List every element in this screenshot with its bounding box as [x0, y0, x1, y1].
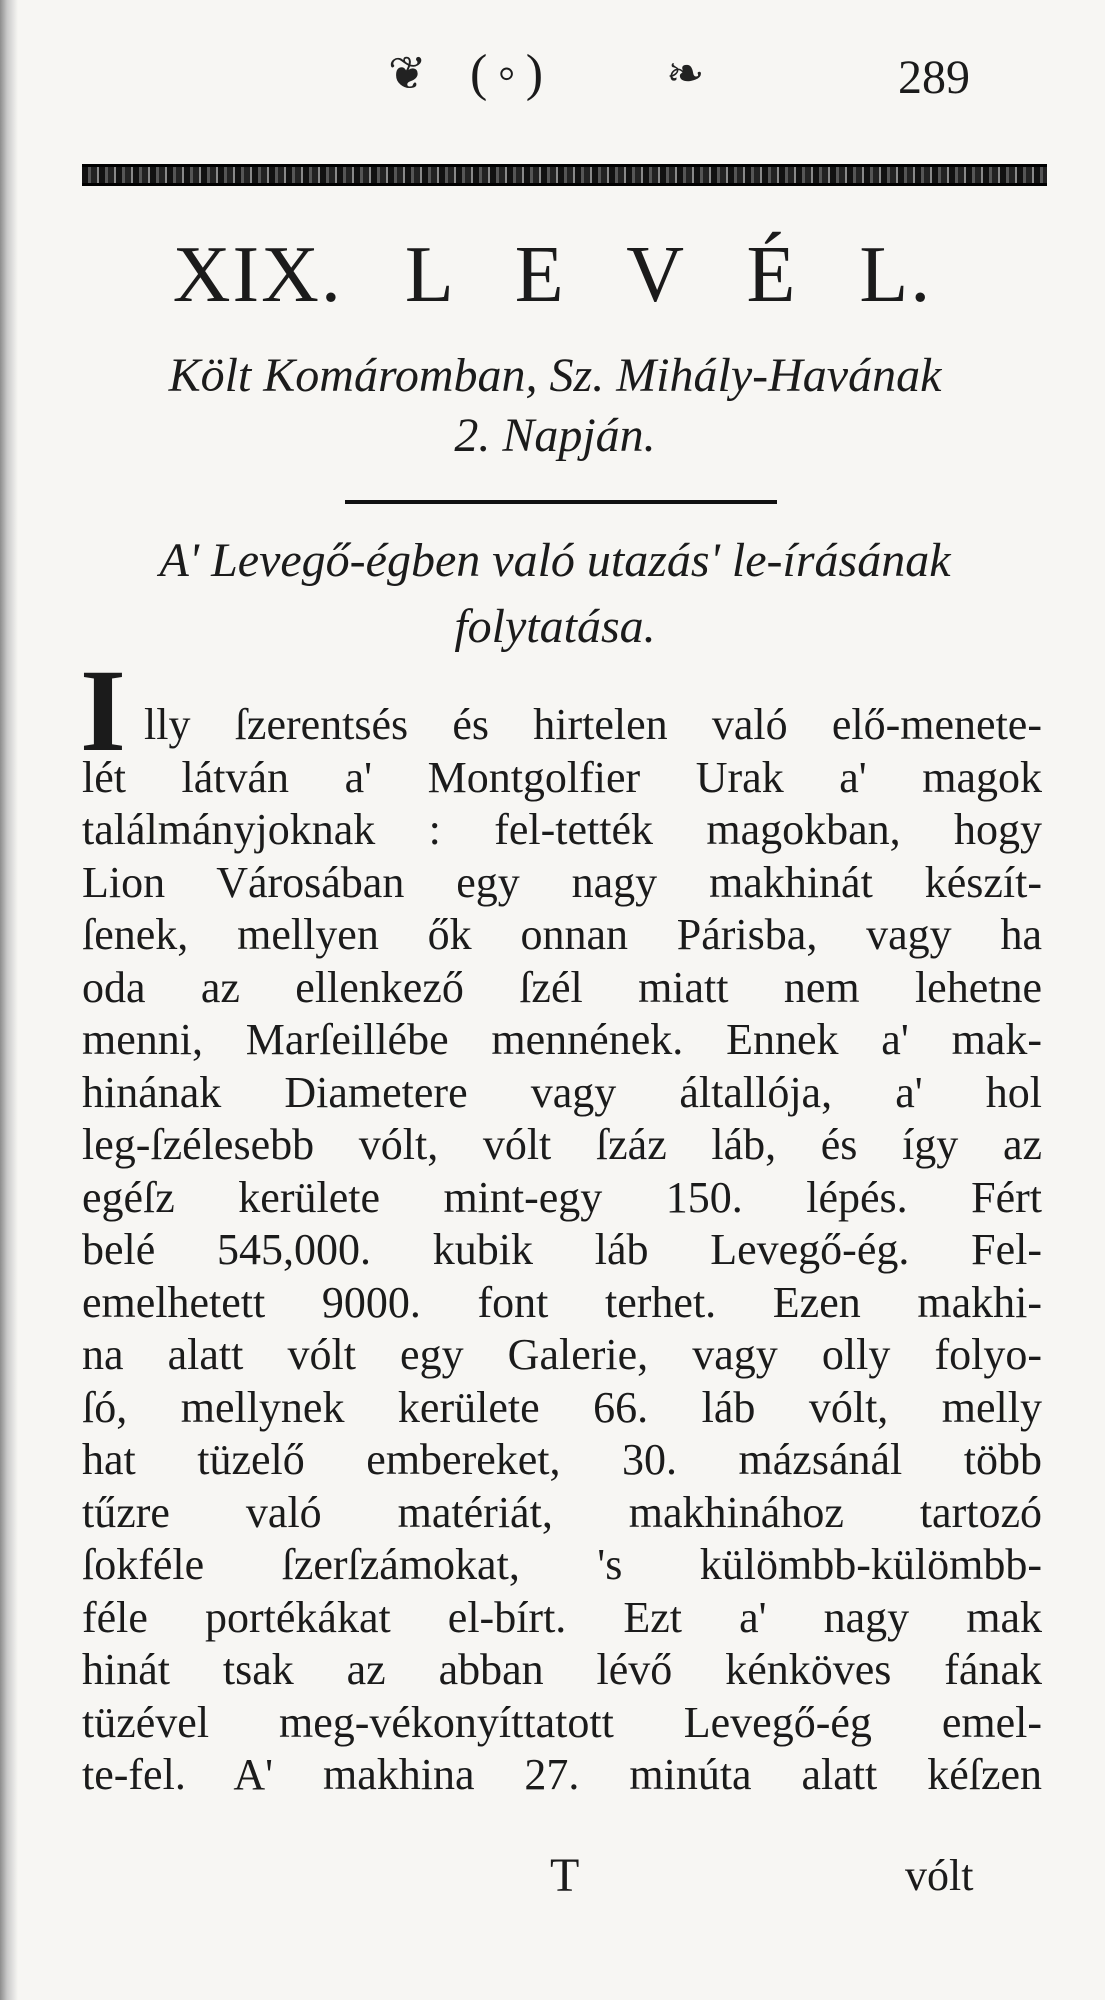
catchword: vólt	[905, 1851, 974, 1900]
dateline-line-1: Költ Komáromban, Sz. Mihály-Havának	[168, 349, 942, 402]
body-line: na alatt vólt egy Galerie, vagy olly folyo-	[82, 1330, 1042, 1379]
fleuron-left-icon: ❦	[388, 48, 427, 99]
page-number: 289	[898, 51, 970, 104]
letter-title: XIX. L E V É L.	[172, 231, 933, 319]
body-line: ſó, mellynek kerülete 66. láb vólt, melly	[82, 1382, 1042, 1432]
subtitle	[60, 528, 1050, 660]
body-line: tüzével meg-vékonyíttatott Levegő-ég emel-	[82, 1697, 1042, 1747]
body-line: Lion Városában egy nagy makhinát készít-	[82, 857, 1042, 907]
body-line: belé 545,000. kubik láb Levegő-ég. Fel-	[82, 1225, 1042, 1274]
body-line: találmányjoknak : fel-tették magokban, hogy	[82, 805, 1042, 854]
body-line: lly ſzerentsés és hirtelen való elő-menete-	[144, 700, 1042, 749]
body-line: tűzre való matériát, makhinához tartozó	[82, 1487, 1042, 1537]
body-line: egéſz kerülete mint-egy 150. lépés. Fért	[82, 1172, 1042, 1222]
body-line: ſenek, mellyen ők onnan Párisba, vagy ha	[82, 910, 1042, 959]
dateline	[60, 346, 1050, 466]
drop-capital: I	[80, 645, 126, 776]
header-marker: (◦)	[470, 45, 554, 102]
body-line: ſokféle ſzerſzámokat, 's külömbb-külömbb-	[82, 1540, 1042, 1589]
body-line: hinának Diametere vagy általlója, a' hol	[82, 1067, 1042, 1117]
body-line: hinát tsak az abban lévő kénköves fának	[82, 1645, 1042, 1694]
fleuron-right-icon: ❧	[666, 48, 705, 99]
dateline-line-2: 2. Napján.	[454, 409, 656, 462]
header-ornamental-rule	[82, 164, 1047, 186]
body-line: emelhetett 9000. font terhet. Ezen makhi-	[82, 1277, 1042, 1327]
body-line: féle portékákat el-bírt. Ezt a' nagy mak	[82, 1592, 1042, 1642]
body-line: menni, Marſeillébe mennének. Ennek a' mak-	[82, 1015, 1042, 1064]
body-line: oda az ellenkező ſzél miatt nem lehetne	[82, 962, 1042, 1012]
body-line: leg-ſzélesebb vólt, vólt ſzáz láb, és így az	[82, 1120, 1042, 1169]
subtitle-line-1: A' Levegő-égben való utazás' le-írásának	[159, 534, 951, 587]
body-line: hat tüzelő embereket, 30. mázsánál több	[82, 1435, 1042, 1484]
section-divider	[345, 500, 777, 504]
page-header	[0, 40, 1105, 130]
body-line: lét látván a' Montgolfier Urak a' magok	[82, 752, 1042, 802]
signature-mark: T	[550, 1849, 580, 1902]
subtitle-line-2: folytatása.	[454, 600, 656, 653]
body-line: te-fel. A' makhina 27. minúta alatt kéſzen	[82, 1750, 1042, 1799]
